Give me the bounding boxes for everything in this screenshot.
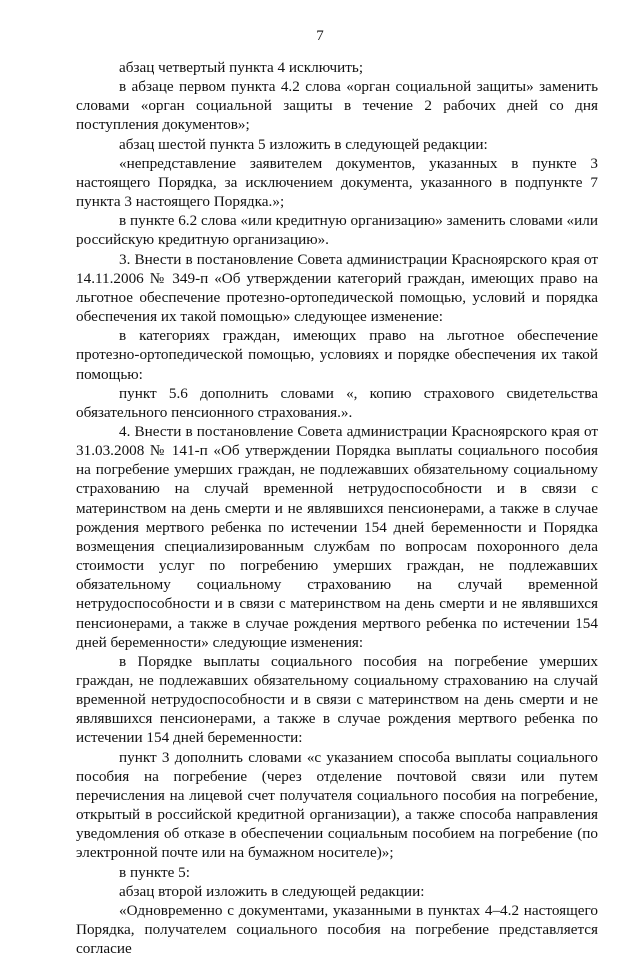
paragraph: в абзаце первом пункта 4.2 слова «орган социальной защиты» заменить словами «орган социальной защиты в течение 2 рабочих дней со дня поступления документов»; [76, 78, 598, 134]
paragraph: пункт 3 дополнить словами «с указанием способа выплаты социального пособия на погребение (через отделение почтовой связи или путем перечисления на лицевой счет получателя социального пособия на погребение, открытый в российской кредитной организации), а также способа направления уведомления об отказе в обеспечении социальным пособием на погребение (по электронной почте или на бумажном носителе)»; [76, 748, 598, 862]
paragraph: в пункте 6.2 слова «или кредитную организацию» заменить словами «или российскую кредитную организацию». [76, 212, 598, 249]
paragraph: абзац шестой пункта 5 изложить в следующей редакции: [119, 135, 488, 153]
document-body [76, 58, 598, 958]
paragraph: абзац четвертый пункта 4 исключить; [119, 59, 364, 76]
paragraph: абзац второй изложить в следующей редакции: [119, 882, 425, 900]
paragraph: в категориях граждан, имеющих право на льготное обеспечение протезно-ортопедической помощью, условиях и порядке обеспечения их такой помощью: [76, 327, 598, 383]
paragraph: «Одновременно с документами, указанными в пунктах 4–4.2 настоящего Порядка, получателем социального пособия на погребение представляется согласие [76, 901, 598, 958]
paragraph: 3. Внести в постановление Совета администрации Красноярского края от 14.11.2006 № 349-п «Об утверждении категорий граждан, имеющих право на льготное обеспечение протезно-ортопедической помощью, условий и порядка обеспечения их такой помощью» следующее изменение: [76, 250, 598, 326]
paragraph: 4. Внести в постановление Совета администрации Красноярского края от 31.03.2008 № 141-п «Об утверждении Порядка выплаты социального пособия на погребение умерших граждан, не подлежавших обязательному социальному страхованию на случай временной нетрудоспособности и в связи с материнством на день смерти и не являвшихся пенсионерами, а также в случае рождения мертвого ребенка по истечении 154 дней беременности и Порядка возмещения специализированным службам по вопросам похоронного дела стоимости услуг по погребению умерших граждан, не подлежавших обязательному социальному страхованию на случай временной нетрудоспособности и в связи с материнством на день смерти и не являвшихся пенсионерами, а также в случае рождения мертвого ребенка по истечении 154 дней беременности» следующие изменения: [76, 422, 598, 651]
paragraph: пункт 5.6 дополнить словами «, копию страхового свидетельства обязательного пенсионного страхования.». [76, 384, 598, 421]
paragraph: в Порядке выплаты социального пособия на погребение умерших граждан, не подлежавших обязательному социальному страхованию на случай временной нетрудоспособности и в связи с материнством на день смерти и не являвшихся пенсионерами, а также в случае рождения мертвого ребенка по истечении 154 дней беременности: [76, 652, 598, 747]
paragraph: в пункте 5: [119, 863, 190, 881]
paragraph: «непредставление заявителем документов, указанных в пункте 3 настоящего Порядка, за исключением документа, указанного в подпункте 7 пункта 3 настоящего Порядка.»; [76, 154, 598, 211]
page-number: 7 [316, 28, 324, 44]
